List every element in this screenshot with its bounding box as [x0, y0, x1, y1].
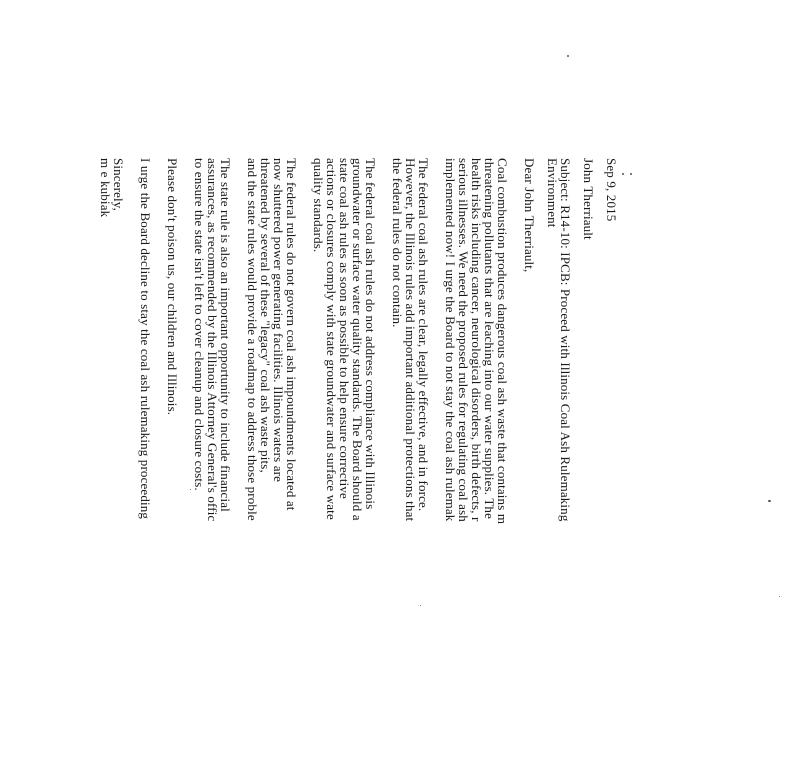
paragraph-line: state coal ash rules as soon as possible to help ensure corrective: [337, 158, 352, 499]
paragraph-line: quality standards.: [311, 158, 326, 253]
paragraph-6: Please don't poison us, our children and Illinois.: [165, 158, 180, 416]
paragraph-3: [312, 158, 377, 758]
paragraph-7: I urge the Board decline to stay the coal ash rulemaking proceeding: [138, 158, 153, 520]
scan-speck: [622, 173, 624, 175]
paragraph-line: However, the Illinois rules add important additional protections that: [403, 158, 418, 522]
paragraph-line: The state rule is also an important opportunity to include financial: [218, 158, 233, 512]
paragraph-2: [391, 158, 430, 758]
paragraph-line: now shuttered power generating facilities. Illinois waters are: [271, 158, 286, 483]
scan-speck: [420, 605, 421, 606]
paragraph-line: Coal combustion produces dangerous coal ash waste that contains m: [495, 158, 510, 525]
paragraph-4: [246, 158, 298, 758]
letter-recipient: John Therriault: [581, 158, 596, 240]
paragraph-line: the federal rules do not contain.: [390, 158, 405, 328]
letter-page: [98, 158, 619, 758]
scan-speck: [779, 596, 780, 597]
scan-speck: [768, 500, 771, 502]
paragraph-line: implemented now! I urge the Board to not stay the coal ash rulemak: [443, 158, 458, 522]
paragraph-5: [193, 158, 232, 758]
letter-salutation: Dear John Therriault,: [522, 158, 537, 273]
paragraph-line: actions or closures comply with state groundwater and surface wate: [324, 158, 339, 520]
paragraph-line: assurances, as recommended by the Illinois Attorney General's offic: [205, 158, 220, 522]
paragraph-line: groundwater or surface water quality standards. The Board should a: [350, 158, 365, 521]
paragraph-line: The federal coal ash rules do not address compliance with Illinois: [363, 158, 378, 510]
scan-speck: [630, 173, 632, 175]
paragraph-line: serious illnesses. We need the proposed rules for regulating coal ash: [456, 158, 471, 522]
paragraph-line: The federal rules do not govern coal ash impoundments located at: [284, 158, 299, 511]
letter-subject-line-1: Subject: R14-10: IPCB: Proceed with Illinois Coal Ash Rulemaking: [558, 158, 573, 522]
scan-speck: [567, 55, 569, 57]
scan-speck: [190, 489, 191, 490]
letter-subject-line-2: Environment: [545, 158, 560, 228]
paragraph-1: [444, 158, 509, 758]
paragraph-line: The federal coal ash rules are clear, legally effective, and in force.: [416, 158, 431, 512]
letter-closing: Sincerely,: [111, 158, 126, 211]
letter-signature: m e kubiak: [98, 158, 113, 218]
paragraph-line: threatened by several of these "legacy" coal ash waste pits,: [258, 158, 273, 473]
paragraph-line: health risks including cancer, neurological disorders, birth defects, r: [469, 158, 484, 522]
letter-date: Sep 9, 2015: [604, 158, 619, 222]
paragraph-line: and the state rules would provide a roadmap to address those proble: [245, 158, 260, 521]
paragraph-line: threatening pollutants that are leaching into our water supplies. The: [482, 158, 497, 520]
paragraph-line: to ensure the state isn't left to cover cleanup and closure costs.: [192, 158, 207, 491]
